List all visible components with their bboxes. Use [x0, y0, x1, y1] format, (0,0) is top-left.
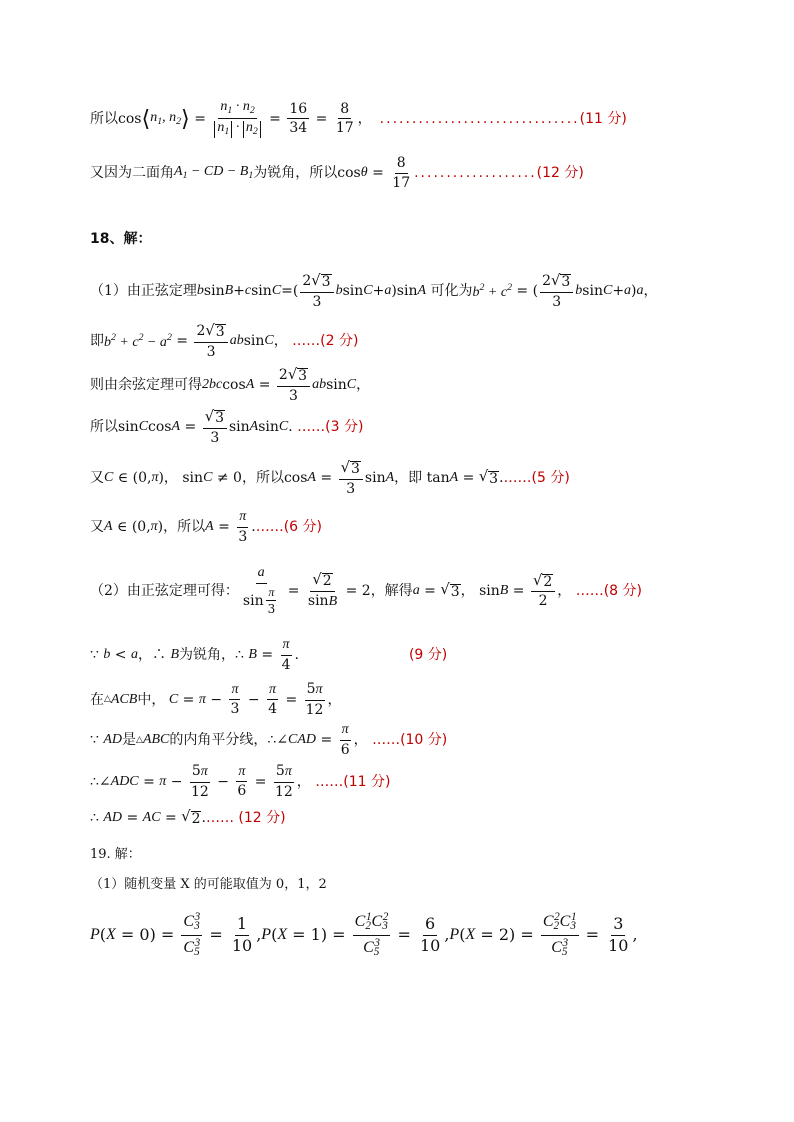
- line-cosine-rule: 则由余弦定理可得 2bc cos A = 2 √ 3 3 ab sin C ，: [90, 366, 371, 404]
- score-label: (11 分): [579, 110, 627, 127]
- score-label: ……(6 分): [255, 519, 322, 536]
- text: 所以: [90, 110, 118, 127]
- line-step-9: ∵ b < a ，∴ B 为锐角， ∴ B = $\frac{\pi}{4}$ . (9 分): [90, 637, 448, 673]
- score-label: (12 分): [536, 165, 584, 182]
- score-label: ……(8 分): [575, 582, 642, 599]
- line-step-5: 又 C ∈ (0, π ) ， sin C ≠ 0 ，所以 cos A = √ 3 3 sin A ，即 tan A = √ 3 . ……(5 分): [90, 459, 570, 497]
- question-19-title: 19. 解：: [90, 847, 141, 862]
- line-random-variable: （1）随机变量 X 的可能取值为 0，1，2: [90, 877, 327, 892]
- question-18-title: 18、解：: [90, 231, 152, 247]
- line-triangle-acb: 在 △ ACB 中， C = π − $\frac{\pi}{3}$ − $\frac{\pi}{4}$ = $\frac{5\pi}{12}$ ，: [90, 681, 342, 718]
- line-dihedral: 又因为二面角 $A_1$ − CD − $B_1$ 为锐角，所以 cos θ = $\frac{8}{17}$ ................... (12 分): [90, 155, 584, 191]
- line-step-12: ∴ AD = AC = √ 2 . …… (12 分): [90, 808, 286, 827]
- line-step-11: ∴∠ ADC = π − $\frac{5\pi}{12}$ − $\frac{\pi}{6}$ = $\frac{5\pi}{12}$ ， ……(11 分): [90, 763, 391, 800]
- line-step-10: ∵ AD 是 △ ABC 的内角平分线， ∴∠ CAD = $\frac{\pi}{6}$ ， ……(10 分): [90, 722, 448, 758]
- score-label: ……(5 分): [503, 470, 570, 487]
- line-sine-rule: （1）由正弦定理 b sin B + c sin C =( 2 √ 3 3 b sin C + a ) sin A 可化为 $b^2 + c^2$ = ( 2 √ 3 3 b sin C + a ) a ，: [90, 272, 658, 310]
- line-step-3: 所以 sin C cos A = √ 3 3 sin A sin C . ……(3 分): [90, 408, 364, 446]
- score-label: (9 分): [408, 647, 448, 664]
- line-step-6: 又 A ∈ (0, π ) ，所以 A = $\frac{\pi}{3}$ . ……(6 分): [90, 509, 322, 545]
- score-label: ……(11 分): [315, 773, 391, 790]
- line-probabilities: P ( X = 0) = $\frac{C_3^3}{C_5^3}$ = $\frac{1}{10}$ , P ( X = 1) = $\frac{C_2^1C_3^2}{C_5^3}$ = $\frac{6}{10}$ , P ( X = 2) = $\frac{C_2^2C_3^1}{C_5^3}$ = $\frac{3}{10}$ ,: [90, 911, 638, 958]
- score-label: ……(3 分): [297, 419, 364, 436]
- score-label: ……(10 分): [372, 732, 448, 749]
- score-label: ……(2 分): [292, 333, 359, 350]
- line-step-8: （2）由正弦定理可得： a sin $\frac{\pi}{3}$ = √ 2 sinB = 2 ，解得 a = √ 3 ， sin B = √ 2 2 ， ……(8 分): [90, 565, 642, 617]
- line-cos-vectors: 所以 cos ⟨ $n_1$, $n_2$ ⟩ = $\frac{n_1 \cdot n_2}{n_1 \cdot n_2}$ = $\frac{16}{34}$ = $\frac{8}{17}$ ， ............................... (11 分): [90, 99, 627, 138]
- line-step-2: 即 $b^2 + c^2 - a^2$ = 2 √ 3 3 ab sin C ， ……(2 分): [90, 322, 359, 360]
- score-label: …… (12 分): [205, 810, 286, 826]
- fraction: $\frac{n_1 \cdot n_2}{n_1 \cdot n_2}$: [212, 100, 262, 138]
